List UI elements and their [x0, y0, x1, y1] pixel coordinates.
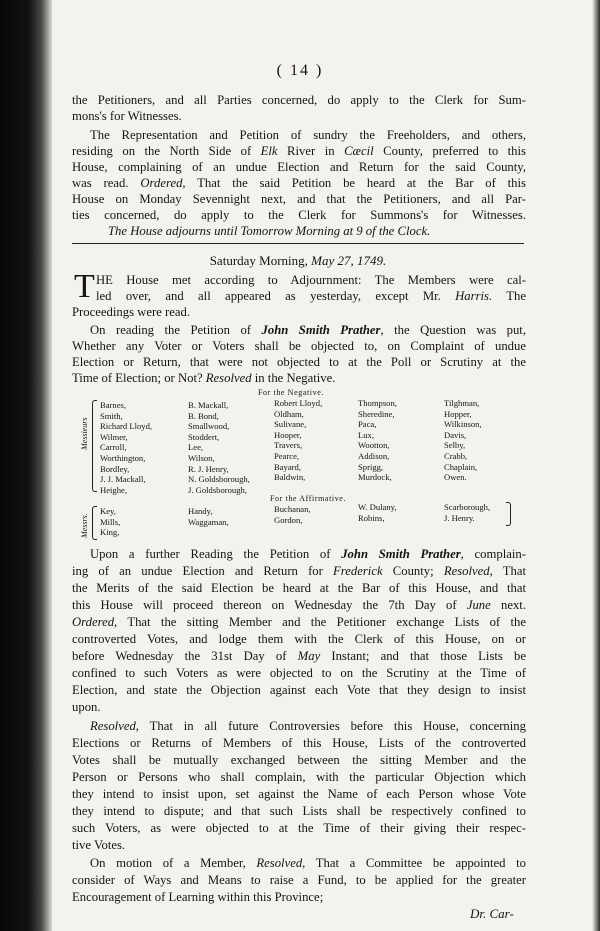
voter-name: Waggaman, — [188, 516, 229, 527]
voter-name: Wilkinson, — [444, 419, 482, 430]
voter-name: Sulivane, — [274, 419, 307, 430]
voter-name: Pearce, — [274, 450, 300, 461]
page-number: ( 14 ) — [276, 62, 324, 79]
text-line: mons's for Witnesses. — [72, 109, 182, 123]
negative-col-2 — [188, 400, 250, 495]
text-line: residing on the North Side of Elk River in Cæcil County, preferred to this — [72, 144, 526, 158]
voter-name: Robins, — [358, 512, 385, 523]
drop-cap: T — [74, 268, 95, 305]
voter-name: Buchanan, — [274, 504, 311, 514]
voter-name: Murdock, — [358, 472, 392, 483]
text-line: Upon a further Reading the Petition of John Smith Prather, complain- — [90, 547, 526, 561]
text-line: Encouragement of Learning within this Province; — [72, 890, 324, 904]
negative-brace — [92, 400, 97, 492]
voter-name: Hopper, — [444, 408, 472, 419]
voter-name: Tilghman, — [444, 398, 480, 408]
negative-col-5 — [444, 398, 482, 483]
voter-name: J. J. Mackall, — [100, 474, 146, 485]
voter-name: Crabb, — [444, 450, 468, 461]
voter-name: Key, — [100, 506, 116, 516]
text-line: HE House met according to Adjournment: The Members were cal- — [96, 273, 526, 287]
voter-name: Scarborough, — [444, 502, 491, 512]
voter-name: Paca, — [358, 419, 377, 430]
voter-name: Lee, — [188, 442, 204, 453]
voter-name: Smallwood, — [188, 421, 230, 432]
adjournment-line: The House adjourns until Tomorrow Morning at 9 of the Clock. — [108, 224, 431, 238]
affirmative-header: For the Affirmative. — [270, 494, 347, 503]
text-line: confined to such Voters as were objected to on the Scrutiny at the Time of — [72, 666, 526, 680]
voter-name: Stoddert, — [188, 431, 220, 442]
date-heading: Saturday Morning, May 27, 1749. — [209, 253, 387, 268]
voter-name: B. Bond, — [188, 410, 219, 421]
voter-name: Addison, — [358, 450, 390, 461]
text-line: The Representation and Petition of sundry the Freeholders, and others, — [90, 128, 526, 142]
voter-name: Richard Lloyd, — [100, 421, 153, 432]
text-line: Ordered, That the sitting Member and the Petitioner exchange Lists of the — [72, 615, 526, 629]
text-line: Time of Election; or Not? Resolved in the Negative. — [72, 371, 336, 385]
affirmative-col-2 — [188, 506, 229, 527]
voter-name: Oldham, — [274, 408, 304, 419]
voter-name: Robert Lloyd, — [274, 398, 323, 408]
text-line: Election or Return, that were not objected to at the Poll or Scrutiny at the — [72, 355, 526, 369]
voter-name: Travers, — [274, 440, 303, 451]
voter-name: Sheredine, — [358, 408, 395, 419]
negative-header: For the Negative. — [258, 388, 324, 397]
catchword: Dr. Car- — [470, 906, 514, 921]
voter-name: Barnes, — [100, 400, 127, 410]
text-line: Proceedings were read. — [72, 305, 191, 319]
text-line: On motion of a Member, Resolved, That a Committee be appointed to — [90, 856, 526, 870]
text-line: Election, and state the Objection against each Vote that they design to insist — [72, 683, 526, 697]
voter-name: Mills, — [100, 516, 121, 527]
text-line: House, complaining of an undue Election and Return for the said County, — [72, 160, 526, 174]
voter-name: Bordley, — [100, 463, 130, 474]
voter-name: B. Mackall, — [188, 400, 229, 410]
messrs-label: Messrs. — [80, 513, 89, 538]
scan-binding-shadow — [0, 0, 52, 931]
voter-name: Davis, — [444, 429, 467, 440]
text-line: this House will proceed thereon on Wednesday the 7th Day of June next. — [72, 598, 526, 612]
text-line: House on Monday Sevennight next, and that the Petitioners, and all Par- — [72, 192, 526, 206]
voter-name: J. Henry. — [444, 512, 475, 523]
text-line: controverted Votes, and lodge them with the Clerk of this House, on or — [72, 632, 526, 646]
voter-name: Sprigg, — [358, 461, 384, 472]
text-line: On reading the Petition of John Smith Prather, the Question was put, — [90, 323, 526, 337]
voter-name: Wootton, — [358, 440, 390, 451]
voter-name: Selby, — [444, 440, 466, 451]
affirmative-col-1 — [100, 506, 120, 538]
voter-name: Handy, — [188, 506, 213, 516]
text-line: the Petitioners, and all Parties concerned, do apply to the Clerk for Sum- — [72, 93, 526, 107]
voter-name: Hooper, — [274, 429, 302, 440]
voter-name: Bayard, — [274, 461, 301, 472]
messieurs-label: Messieurs — [80, 417, 89, 450]
text-line: ing of an undue Election and Return for Frederick County; Resolved, That — [72, 564, 527, 578]
affirmative-brace — [92, 506, 97, 540]
affirmative-col-3 — [274, 504, 311, 525]
voter-name: Heighe, — [100, 484, 127, 495]
affirmative-col-5 — [444, 502, 490, 523]
voter-name: Wilmer, — [100, 431, 128, 442]
voter-name: Baldwin, — [274, 472, 306, 483]
voter-name: N. Goldsborough, — [188, 474, 250, 485]
text-line: led over, and all appeared as yesterday, except Mr. Harris. The — [96, 289, 526, 303]
text-line: upon. — [72, 700, 101, 714]
voter-name: Chaplain, — [444, 461, 478, 472]
text-line: Person or Persons who shall complain, with the particular Objection which — [72, 770, 526, 784]
voter-name: Carroll, — [100, 442, 127, 453]
section-rule — [72, 243, 524, 244]
negative-col-1 — [100, 400, 152, 495]
voter-name: R. J. Henry, — [188, 463, 229, 474]
text-line: tive Votes. — [72, 838, 126, 852]
voter-name: Worthington, — [100, 452, 146, 463]
voter-name: Thompson, — [358, 398, 397, 408]
text-line: such Voters, as were objected to at the Time of their giving their respec- — [72, 821, 526, 835]
text-line: Elections or Returns of Members of this House, Lists of the controverted — [72, 736, 526, 750]
text-line: they intend to dispute; and that such Lists shall be respectively confined to — [72, 804, 526, 818]
voter-name: W. Dulany, — [358, 502, 397, 512]
voter-name: Lux, — [358, 429, 374, 440]
text-line: was read. Ordered, That the said Petition be heard at the Bar of this — [72, 176, 526, 190]
voter-name: J. Goldsborough, — [188, 484, 247, 495]
voter-name: Smith, — [100, 410, 123, 421]
text-line: Resolved, That in all future Controversies before this House, concerning — [90, 719, 526, 733]
voter-name: Gordon, — [274, 514, 303, 525]
affirmative-right-brace — [506, 502, 511, 526]
text-line: consider of Ways and Means to raise a Fund, to be applied for the greater — [72, 873, 526, 887]
text-line: the Merits of the said Election be heard at the Bar of this House, and that — [72, 581, 526, 595]
voter-name: King, — [100, 527, 120, 538]
text-line: Votes shall be mutually exchanged between the sitting Member and the — [72, 753, 526, 767]
voter-name: Owen. — [444, 472, 467, 483]
text-line: before Wednesday the 31st Day of May Instant; and that those Lists be — [72, 649, 526, 663]
scan-edge-shadow — [592, 0, 600, 931]
text-line: ties concerned, do apply to the Clerk for Summons's for Witnesses. — [72, 208, 526, 222]
negative-col-3 — [274, 398, 322, 483]
voter-name: Wilson, — [188, 452, 215, 463]
negative-col-4 — [358, 398, 397, 483]
text-line: Whether any Voter or Voters shall be objected to, on Complaint of undue — [72, 339, 526, 353]
text-line: they intend to insist upon, set against the Name of each Person whose Vote — [72, 787, 526, 801]
affirmative-col-4 — [358, 502, 397, 523]
